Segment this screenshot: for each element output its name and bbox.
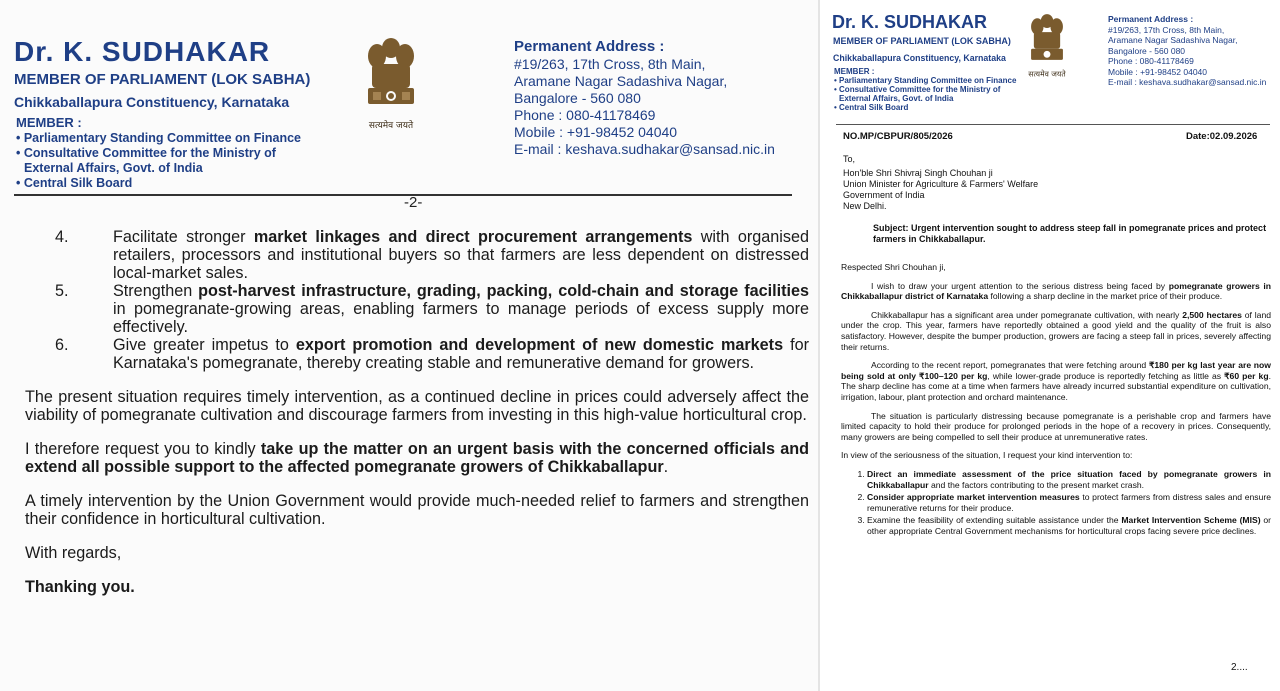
item-text: in pomegranate-growing areas, enabling farmers to manage periods of excess supply more effectively. bbox=[113, 300, 809, 336]
list-number: 6. bbox=[55, 336, 69, 354]
committee-line: • Parliamentary Standing Committee on Finance bbox=[834, 76, 1017, 85]
address-line: Mobile : +91-98452 04040 bbox=[1108, 66, 1208, 77]
recipient-line: To, bbox=[843, 154, 856, 164]
recipient-line: Union Minister for Agriculture & Farmers' Welfare bbox=[843, 179, 1039, 189]
address-line: Aramane Nagar Sadashiva Nagar, bbox=[514, 73, 728, 89]
address-line: Phone : 080-41178469 bbox=[1108, 56, 1194, 66]
permanent-address bbox=[1108, 14, 1266, 88]
item-text: Facilitate stronger bbox=[113, 228, 254, 246]
national-emblem-icon bbox=[1024, 10, 1070, 82]
paragraph: Chikkaballapur has a significant area under pomegranate cultivation, with nearly 2,500 hectares of land under the crop. This year, farmers have reportedly obtained a good yield and the quality of the fruit is also satisfactory. However, despite the bumper production, growers are facing a steep fall in prices, severely affecting their returns. bbox=[841, 309, 1271, 352]
list-item: 2. Consider appropriate market intervention measures to protect farmers from distress sales and ensure remunerative returns for their produce. bbox=[867, 492, 1271, 513]
committee-line: • Central Silk Board bbox=[834, 103, 909, 112]
closing-regards: With regards, bbox=[25, 544, 122, 562]
salutation: Respected Shri Chouhan ji, bbox=[841, 262, 946, 272]
header-rule bbox=[14, 194, 792, 196]
paragraph-situation: The present situation requires timely intervention, as a continued decline in prices could adversely affect the viability of pomegranate cultivation and discourage farmers from investing in this high-value horticultural crop. bbox=[25, 388, 809, 424]
committee-line: External Affairs, Govt. of India bbox=[24, 161, 203, 175]
emblem-motto: सत्यमेव जयते bbox=[1028, 69, 1066, 79]
member-label: MEMBER : bbox=[834, 67, 875, 76]
address-line: E-mail : keshava.sudhakar@sansad.nic.in bbox=[514, 141, 775, 157]
paragraph: In view of the seriousness of the situation, I request your kind intervention to: bbox=[841, 450, 1133, 461]
emblem-motto: सत्यमेव जयते bbox=[368, 121, 414, 131]
list-item bbox=[25, 228, 809, 282]
list-item: 1. Direct an immediate assessment of the price situation faced by pomegranate growers in Chikkaballapur and the factors contributing to the present market crash. bbox=[867, 469, 1271, 490]
subject-line: Subject: Urgent intervention sought to address steep fall in pomegranate prices and protect farmers in Chikkaballapur. bbox=[873, 223, 1267, 244]
address-line: Mobile : +91-98452 04040 bbox=[514, 124, 678, 140]
letter-body bbox=[841, 262, 1271, 538]
item-bold: market linkages and direct procurement arrangements bbox=[253, 228, 693, 246]
letterhead-role: MEMBER OF PARLIAMENT (LOK SABHA) bbox=[14, 71, 311, 88]
list-number: 4. bbox=[55, 228, 69, 246]
paragraph: I wish to draw your urgent attention to the serious distress being faced by pomegranate growers in Chikkaballapur district of Karnataka following a sharp decline in the market price of their produce. bbox=[841, 280, 1271, 302]
paragraph-timely: A timely intervention by the Union Government would provide much-needed relief to farmers and strengthen their confidence in horticultural cultivation. bbox=[25, 492, 809, 528]
recipient-line: New Delhi. bbox=[843, 201, 887, 211]
address-line: Bangalore - 560 080 bbox=[514, 90, 641, 106]
committee-line: External Affairs, Govt. of India bbox=[839, 94, 954, 103]
item-text: Give greater impetus to bbox=[113, 336, 296, 354]
letter-date: Date:02.09.2026 bbox=[1186, 131, 1258, 142]
recipient-line: Hon'ble Shri Shivraj Singh Chouhan ji bbox=[843, 168, 993, 178]
page-number: -2- bbox=[404, 194, 423, 211]
committee-line: • Central Silk Board bbox=[16, 176, 133, 190]
list-item bbox=[25, 282, 809, 336]
list-number: 5. bbox=[55, 282, 69, 300]
letterhead-name: Dr. K. SUDHAKAR bbox=[14, 36, 271, 67]
committee-line: • Parliamentary Standing Committee on Finance bbox=[16, 131, 301, 145]
address-line: E-mail : keshava.sudhakar@sansad.nic.in bbox=[1108, 77, 1267, 87]
address-line: Aramane Nagar Sadashiva Nagar, bbox=[1108, 35, 1238, 45]
permanent-address bbox=[514, 56, 775, 158]
letterhead-member-label: MEMBER : bbox=[16, 115, 82, 130]
item-text: with organised retailers, processors and institutional buyers so that farmers are less dependent on distressed local-market sales. bbox=[113, 228, 809, 282]
recipient-line: Government of India bbox=[843, 190, 925, 200]
letter-body bbox=[25, 228, 809, 596]
national-emblem-icon bbox=[360, 32, 422, 136]
committee-line: • Consultative Committee for the Ministry of bbox=[834, 85, 1001, 94]
item-bold: post-harvest infrastructure, grading, packing, cold-chain and storage facilities bbox=[198, 282, 809, 300]
list-item bbox=[25, 336, 809, 372]
item-text: for Karnataka's pomegranate, thereby creating stable and remunerative demand for growers. bbox=[113, 336, 809, 372]
paragraph-request: I therefore request you to kindly take up the matter on an urgent basis with the concerned officials and extend all possible support to the affected pomegranate growers of Chikkaballapur. bbox=[25, 440, 809, 476]
header-rule bbox=[836, 124, 1270, 125]
letterhead-role: MEMBER OF PARLIAMENT (LOK SABHA) bbox=[833, 36, 1011, 46]
permanent-address-title: Permanent Address : bbox=[514, 38, 665, 55]
recipient-block bbox=[843, 154, 1038, 212]
list-item: 3. Examine the feasibility of extending suitable assistance under the Market Intervention Scheme (MIS) or other appropriate Central Government mechanisms for horticultural crops facing severe price declines. bbox=[867, 515, 1271, 536]
closing-thanks: Thanking you. bbox=[25, 578, 135, 596]
next-page-marker: 2.... bbox=[1231, 662, 1248, 673]
address-line: Phone : 080-41178469 bbox=[514, 107, 656, 123]
reference-number: NO.MP/CBPUR/805/2026 bbox=[843, 131, 953, 142]
permanent-address-title: Permanent Address : bbox=[1108, 14, 1194, 24]
letterhead-constituency: Chikkaballapura Constituency, Karnataka bbox=[14, 94, 290, 110]
letterhead-constituency: Chikkaballapura Constituency, Karnataka bbox=[833, 53, 1006, 63]
address-line: #19/263, 17th Cross, 8th Main, bbox=[514, 56, 706, 72]
request-list bbox=[841, 469, 1271, 537]
paragraph: According to the recent report, pomegranates that were fetching around ₹180 per kg last year are now being sold at only ₹100–120 per kg, while lower-grade produce is reportedly fetching as little as ₹60 per kg. The sharp decline has come at a time when farmers have already incurred substantial expenditure on cultivation, irrigation, labour, plant protection and orchard maintenance. bbox=[841, 360, 1271, 402]
letterhead-name: Dr. K. SUDHAKAR bbox=[832, 12, 988, 32]
item-text: Strengthen bbox=[113, 282, 199, 300]
paragraph: The situation is particularly distressing because pomegranate is a perishable crop and farmers have limited capacity to hold their produce for prolonged periods in the hope of a recovery in prices. Consequently, many growers are being compelled to sell their produce at unremunerative rates. bbox=[841, 410, 1271, 442]
committee-line: • Consultative Committee for the Ministry of bbox=[16, 146, 276, 160]
letterhead-committees bbox=[16, 131, 301, 191]
item-bold: export promotion and development of new domestic markets bbox=[295, 336, 784, 354]
address-line: #19/263, 17th Cross, 8th Main, bbox=[1108, 24, 1225, 35]
letterhead-committees bbox=[834, 67, 1016, 112]
address-line: Bangalore - 560 080 bbox=[1108, 45, 1186, 56]
